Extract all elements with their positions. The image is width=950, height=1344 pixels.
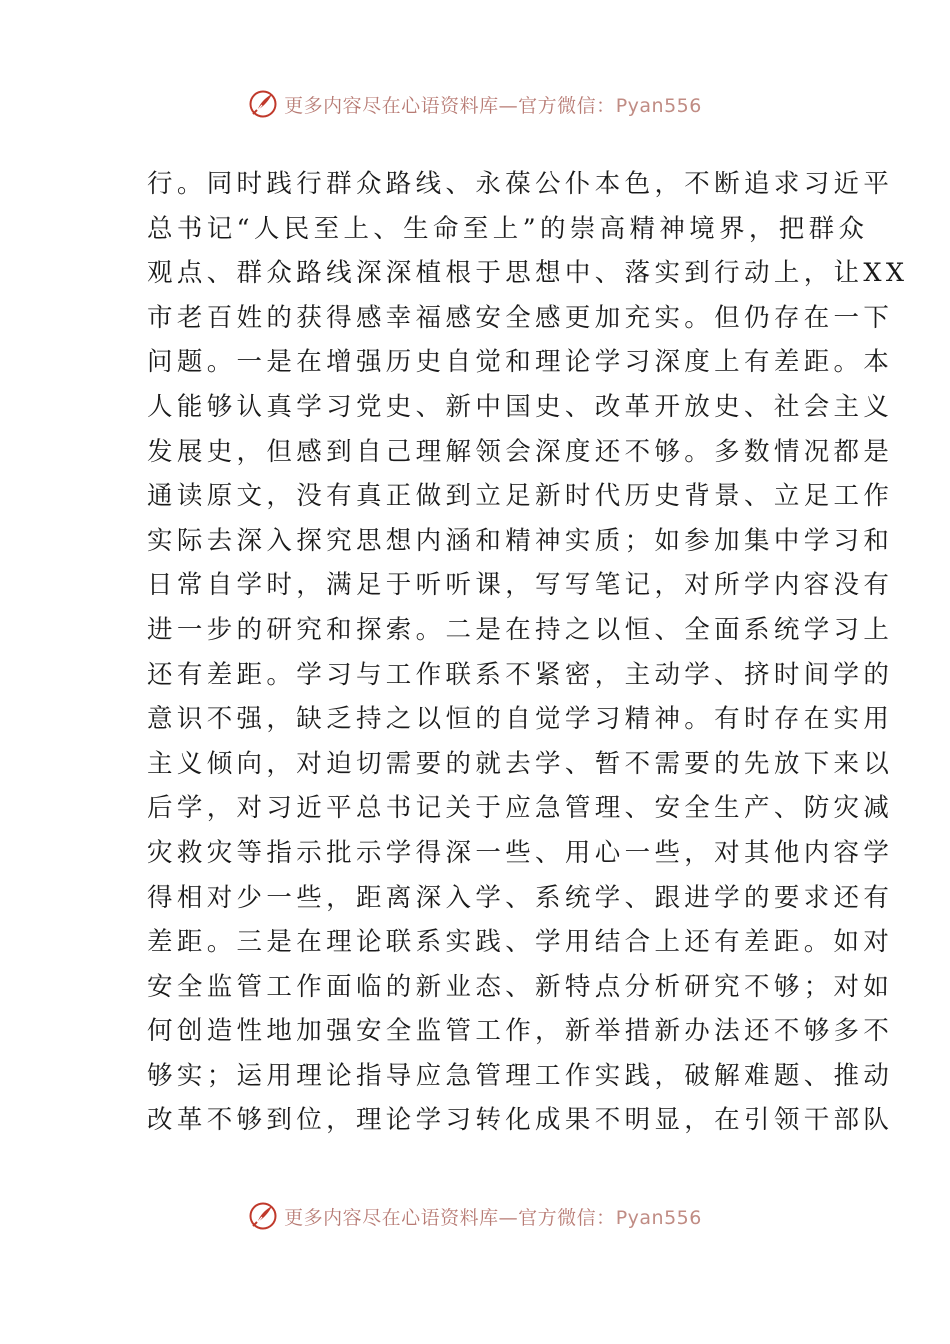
body-line: 人能够认真学习党史、新中国史、改革开放史、社会主义 (147, 391, 894, 422)
footer-wechat-label: 官方微信： (518, 1206, 616, 1229)
body-line: 够实；运用理论指导应急管理工作实践，破解难题、推动 (147, 1060, 894, 1091)
body-line: 实际去深入探究思想内涵和精神实质；如参加集中学习和 (147, 525, 894, 556)
body-line: 通读原文，没有真正做到立足新时代历史背景、立足工作 (147, 481, 894, 512)
body-line: 灾救灾等指示批示学得深一些、用心一些，对其他内容学 (147, 837, 894, 868)
body-line: 后学，对习近平总书记关于应急管理、安全生产、防灾减 (147, 793, 894, 824)
header-banner-text (284, 91, 702, 118)
body-line: 发展史，但感到自己理解领会深度还不够。多数情况都是 (147, 436, 894, 467)
header-wechat-label: 官方微信： (518, 94, 616, 117)
body-line: 意识不强，缺乏持之以恒的自觉学习精神。有时存在实用 (147, 704, 894, 735)
quill-logo-icon (248, 89, 278, 119)
quill-logo-icon (248, 1201, 278, 1231)
body-line: 进一步的研究和探索。二是在持之以恒、全面系统学习上 (147, 614, 894, 645)
body-line: 主义倾向，对迫切需要的就去学、暂不需要的先放下来以 (147, 748, 894, 779)
footer-separator: — (498, 1206, 519, 1229)
footer-wechat-id: Pyan556 (615, 1206, 702, 1229)
header-banner (0, 84, 950, 124)
body-line: 日常自学时，满足于听听课，写写笔记，对所学内容没有 (147, 570, 894, 601)
body-line: 还有差距。学习与工作联系不紧密，主动学、挤时间学的 (147, 659, 894, 690)
body-line: 市老百姓的获得感幸福感安全感更加充实。但仍存在一下 (147, 302, 894, 333)
body-line: 差距。三是在理论联系实践、学用结合上还有差距。如对 (147, 927, 894, 958)
body-line: 得相对少一些，距离深入学、系统学、跟进学的要求还有 (147, 882, 894, 913)
document-body (147, 162, 909, 1143)
header-wechat-id: Pyan556 (615, 94, 702, 117)
header-site-name: 更多内容尽在心语资料库 (284, 94, 499, 117)
footer-banner (0, 1196, 950, 1236)
body-line: 问题。一是在增强历史自觉和理论学习深度上有差距。本 (147, 347, 894, 378)
body-line: 观点、群众路线深深植根于思想中、落实到行动上，让XX (147, 258, 909, 289)
header-separator: — (498, 94, 519, 117)
footer-banner-text (284, 1203, 702, 1230)
footer-site-name: 更多内容尽在心语资料库 (284, 1206, 499, 1229)
body-line: 安全监管工作面临的新业态、新特点分析研究不够；对如 (147, 971, 894, 1002)
body-line: 何创造性地加强安全监管工作，新举措新办法还不够多不 (147, 1016, 894, 1047)
body-line: 总书记“人民至上、生命至上”的崇高精神境界，把群众 (147, 213, 869, 244)
body-line: 改革不够到位，理论学习转化成果不明显，在引领干部队 (147, 1105, 894, 1136)
body-line: 行。同时践行群众路线、永葆公仆本色，不断追求习近平 (147, 169, 894, 199)
